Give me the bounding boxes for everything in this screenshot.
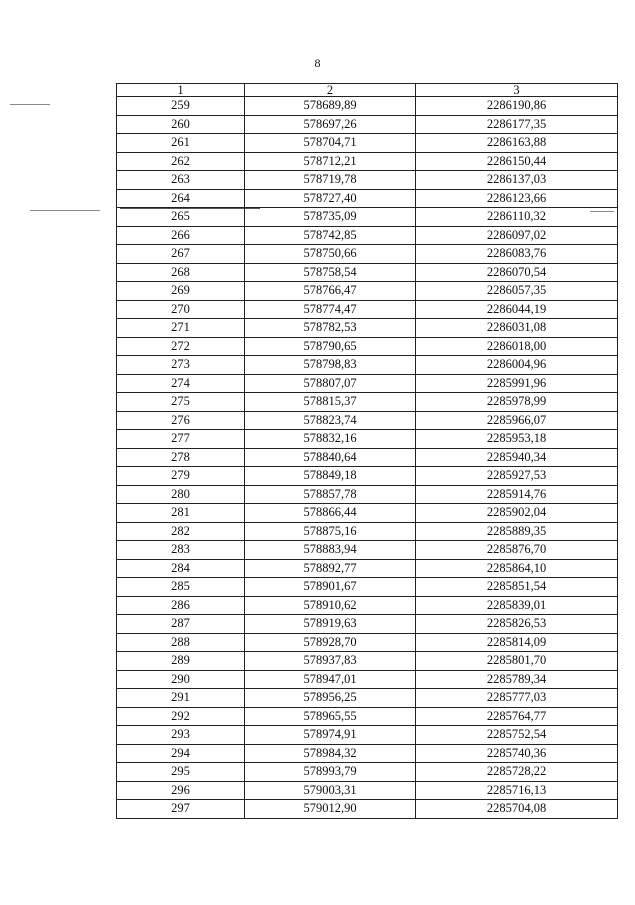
- point-number-cell: 276: [117, 411, 245, 430]
- x-coordinate-cell: 578766,47: [245, 282, 416, 301]
- point-number-cell: 292: [117, 707, 245, 726]
- table-row: [117, 633, 618, 652]
- y-coordinate-cell: 2285752,54: [416, 726, 618, 745]
- y-coordinate-cell: 2286177,35: [416, 115, 618, 134]
- x-coordinate-cell: 578742,85: [245, 226, 416, 245]
- y-coordinate-cell: 2286097,02: [416, 226, 618, 245]
- table-row: [117, 134, 618, 153]
- y-coordinate-cell: 2285864,10: [416, 559, 618, 578]
- y-coordinate-cell: 2286150,44: [416, 152, 618, 171]
- y-coordinate-cell: 2285902,04: [416, 504, 618, 523]
- y-coordinate-cell: 2285991,96: [416, 374, 618, 393]
- y-coordinate-cell: 2285966,07: [416, 411, 618, 430]
- y-coordinate-cell: 2285740,36: [416, 744, 618, 763]
- point-number-cell: 275: [117, 393, 245, 412]
- point-number-cell: 285: [117, 578, 245, 597]
- x-coordinate-cell: 578875,16: [245, 522, 416, 541]
- x-coordinate-cell: 578974,91: [245, 726, 416, 745]
- y-coordinate-cell: 2285889,35: [416, 522, 618, 541]
- point-number-cell: 282: [117, 522, 245, 541]
- table-row: [117, 541, 618, 560]
- x-coordinate-cell: 579012,90: [245, 800, 416, 819]
- point-number-cell: 268: [117, 263, 245, 282]
- x-coordinate-cell: 578697,26: [245, 115, 416, 134]
- point-number-cell: 266: [117, 226, 245, 245]
- x-coordinate-cell: 578849,18: [245, 467, 416, 486]
- table-row: [117, 337, 618, 356]
- y-coordinate-cell: 2285801,70: [416, 652, 618, 671]
- x-coordinate-cell: 578712,21: [245, 152, 416, 171]
- x-coordinate-cell: 578832,16: [245, 430, 416, 449]
- x-coordinate-cell: 578892,77: [245, 559, 416, 578]
- x-coordinate-cell: 578919,63: [245, 615, 416, 634]
- x-coordinate-cell: 579003,31: [245, 781, 416, 800]
- y-coordinate-cell: 2285814,09: [416, 633, 618, 652]
- y-coordinate-cell: 2285839,01: [416, 596, 618, 615]
- point-number-cell: 294: [117, 744, 245, 763]
- point-number-cell: 271: [117, 319, 245, 338]
- y-coordinate-cell: 2285978,99: [416, 393, 618, 412]
- y-coordinate-cell: 2286004,96: [416, 356, 618, 375]
- scan-mark: [10, 104, 50, 105]
- point-number-cell: 280: [117, 485, 245, 504]
- table-row: [117, 689, 618, 708]
- point-number-cell: 286: [117, 596, 245, 615]
- y-coordinate-cell: 2285777,03: [416, 689, 618, 708]
- table-row: [117, 356, 618, 375]
- y-coordinate-cell: 2285940,34: [416, 448, 618, 467]
- x-coordinate-cell: 578840,64: [245, 448, 416, 467]
- y-coordinate-cell: 2285953,18: [416, 430, 618, 449]
- point-number-cell: 265: [117, 208, 245, 227]
- x-coordinate-cell: 578823,74: [245, 411, 416, 430]
- y-coordinate-cell: 2286018,00: [416, 337, 618, 356]
- table-row: [117, 726, 618, 745]
- y-coordinate-cell: 2286123,66: [416, 189, 618, 208]
- table-row: [117, 707, 618, 726]
- table-row: [117, 485, 618, 504]
- table-row: [117, 208, 618, 227]
- x-coordinate-cell: 578993,79: [245, 763, 416, 782]
- table-row: [117, 300, 618, 319]
- y-coordinate-cell: 2285764,77: [416, 707, 618, 726]
- table-row: [117, 263, 618, 282]
- table-row: [117, 226, 618, 245]
- point-number-cell: 288: [117, 633, 245, 652]
- x-coordinate-cell: 578947,01: [245, 670, 416, 689]
- table-row: [117, 559, 618, 578]
- y-coordinate-cell: 2285789,34: [416, 670, 618, 689]
- point-number-cell: 277: [117, 430, 245, 449]
- column-header: 3: [416, 84, 618, 97]
- column-header: 2: [245, 84, 416, 97]
- table-row: [117, 504, 618, 523]
- point-number-cell: 259: [117, 97, 245, 116]
- x-coordinate-cell: 578774,47: [245, 300, 416, 319]
- y-coordinate-cell: 2286044,19: [416, 300, 618, 319]
- x-coordinate-cell: 578735,09: [245, 208, 416, 227]
- y-coordinate-cell: 2285728,22: [416, 763, 618, 782]
- y-coordinate-cell: 2285716,13: [416, 781, 618, 800]
- y-coordinate-cell: 2285851,54: [416, 578, 618, 597]
- table-row: [117, 319, 618, 338]
- point-number-cell: 295: [117, 763, 245, 782]
- y-coordinate-cell: 2286083,76: [416, 245, 618, 264]
- x-coordinate-cell: 578901,67: [245, 578, 416, 597]
- table-row: [117, 97, 618, 116]
- column-header: 1: [117, 84, 245, 97]
- table-row: [117, 393, 618, 412]
- page-number: 8: [314, 56, 321, 70]
- scan-mark: [30, 210, 100, 211]
- table-row: [117, 800, 618, 819]
- point-number-cell: 264: [117, 189, 245, 208]
- point-number-cell: 274: [117, 374, 245, 393]
- coordinates-table: [116, 83, 618, 819]
- point-number-cell: 284: [117, 559, 245, 578]
- x-coordinate-cell: 578866,44: [245, 504, 416, 523]
- table-row: [117, 596, 618, 615]
- table-row: [117, 670, 618, 689]
- point-number-cell: 296: [117, 781, 245, 800]
- point-number-cell: 272: [117, 337, 245, 356]
- x-coordinate-cell: 578758,54: [245, 263, 416, 282]
- x-coordinate-cell: 578719,78: [245, 171, 416, 190]
- x-coordinate-cell: 578798,83: [245, 356, 416, 375]
- table-row: [117, 171, 618, 190]
- point-number-cell: 289: [117, 652, 245, 671]
- point-number-cell: 287: [117, 615, 245, 634]
- y-coordinate-cell: 2286057,35: [416, 282, 618, 301]
- y-coordinate-cell: 2286110,32: [416, 208, 618, 227]
- point-number-cell: 261: [117, 134, 245, 153]
- x-coordinate-cell: 578910,62: [245, 596, 416, 615]
- table-row: [117, 781, 618, 800]
- table-row: [117, 282, 618, 301]
- x-coordinate-cell: 578956,25: [245, 689, 416, 708]
- table-row: [117, 763, 618, 782]
- table-row: [117, 374, 618, 393]
- x-coordinate-cell: 578928,70: [245, 633, 416, 652]
- table-row: [117, 522, 618, 541]
- point-number-cell: 270: [117, 300, 245, 319]
- y-coordinate-cell: 2285927,53: [416, 467, 618, 486]
- table-row: [117, 115, 618, 134]
- point-number-cell: 281: [117, 504, 245, 523]
- point-number-cell: 262: [117, 152, 245, 171]
- point-number-cell: 269: [117, 282, 245, 301]
- point-number-cell: 290: [117, 670, 245, 689]
- x-coordinate-cell: 578790,65: [245, 337, 416, 356]
- x-coordinate-cell: 578704,71: [245, 134, 416, 153]
- table-row: [117, 152, 618, 171]
- x-coordinate-cell: 578807,07: [245, 374, 416, 393]
- table-row: [117, 467, 618, 486]
- point-number-cell: 279: [117, 467, 245, 486]
- table-row: [117, 430, 618, 449]
- y-coordinate-cell: 2286163,88: [416, 134, 618, 153]
- point-number-cell: 278: [117, 448, 245, 467]
- x-coordinate-cell: 578782,53: [245, 319, 416, 338]
- y-coordinate-cell: 2286137,03: [416, 171, 618, 190]
- y-coordinate-cell: 2286070,54: [416, 263, 618, 282]
- x-coordinate-cell: 578883,94: [245, 541, 416, 560]
- x-coordinate-cell: 578857,78: [245, 485, 416, 504]
- table-row: [117, 615, 618, 634]
- x-coordinate-cell: 578689,89: [245, 97, 416, 116]
- y-coordinate-cell: 2286190,86: [416, 97, 618, 116]
- table-row: [117, 245, 618, 264]
- point-number-cell: 273: [117, 356, 245, 375]
- x-coordinate-cell: 578984,32: [245, 744, 416, 763]
- x-coordinate-cell: 578727,40: [245, 189, 416, 208]
- x-coordinate-cell: 578937,83: [245, 652, 416, 671]
- table-row: [117, 189, 618, 208]
- point-number-cell: 263: [117, 171, 245, 190]
- y-coordinate-cell: 2285826,53: [416, 615, 618, 634]
- table-row: [117, 744, 618, 763]
- point-number-cell: 267: [117, 245, 245, 264]
- table-row: [117, 578, 618, 597]
- table-row: [117, 448, 618, 467]
- header-row: [117, 84, 618, 97]
- table-row: [117, 652, 618, 671]
- point-number-cell: 291: [117, 689, 245, 708]
- point-number-cell: 293: [117, 726, 245, 745]
- y-coordinate-cell: 2286031,08: [416, 319, 618, 338]
- table-body: [117, 97, 618, 819]
- point-number-cell: 260: [117, 115, 245, 134]
- y-coordinate-cell: 2285914,76: [416, 485, 618, 504]
- point-number-cell: 283: [117, 541, 245, 560]
- point-number-cell: 297: [117, 800, 245, 819]
- x-coordinate-cell: 578815,37: [245, 393, 416, 412]
- x-coordinate-cell: 578965,55: [245, 707, 416, 726]
- y-coordinate-cell: 2285704,08: [416, 800, 618, 819]
- y-coordinate-cell: 2285876,70: [416, 541, 618, 560]
- x-coordinate-cell: 578750,66: [245, 245, 416, 264]
- table-row: [117, 411, 618, 430]
